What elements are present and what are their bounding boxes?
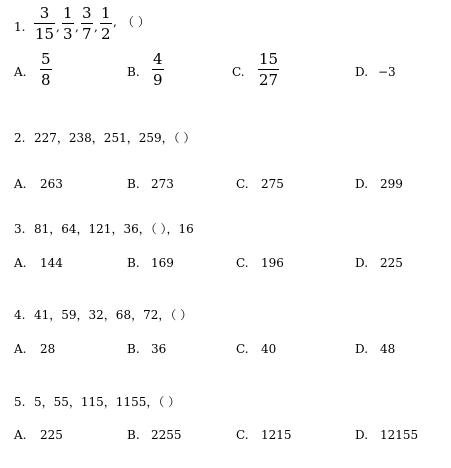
option-letter: A. <box>14 342 27 356</box>
question-number: 3. <box>14 222 26 236</box>
sequence-separator: , <box>56 20 60 34</box>
option-letter: D. <box>355 65 369 79</box>
option-letter: A. <box>14 177 27 191</box>
sequence-text: 41，59，32，68，72，（ ） <box>34 308 193 322</box>
option-letter: B. <box>127 256 140 270</box>
option-value: 144 <box>40 256 63 270</box>
question-number: 1. <box>14 20 26 34</box>
option-value: 36 <box>151 342 167 356</box>
option-letter: D. <box>355 342 369 356</box>
sequence-fraction: 3 15 <box>35 4 55 43</box>
option-value: 48 <box>380 342 396 356</box>
question-number: 4. <box>14 308 26 322</box>
option-letter: C. <box>236 256 249 270</box>
option-letter: C. <box>236 428 249 442</box>
option-c-fraction: 15 27 <box>259 50 279 89</box>
option-value: 1215 <box>261 428 292 442</box>
sequence-fraction: 3 7 <box>82 4 92 43</box>
option-value: 28 <box>40 342 56 356</box>
question-number: 2. <box>14 131 26 145</box>
sequence-separator: , <box>75 20 79 34</box>
option-value: 273 <box>151 177 174 191</box>
sequence-text: 227，238，251，259，（ ） <box>34 131 196 145</box>
sequence-text: 5，55，115，1155，（ ） <box>34 395 181 409</box>
question-number: 5. <box>14 395 26 409</box>
option-letter: C. <box>236 342 249 356</box>
option-value: 299 <box>380 177 403 191</box>
option-letter: A. <box>14 428 27 442</box>
option-letter: A. <box>14 256 27 270</box>
option-value: 2255 <box>151 428 182 442</box>
sequence-fraction: 1 3 <box>63 4 73 43</box>
option-letter: B. <box>127 177 140 191</box>
sequence-text: 81，64，121，36，（ ），16 <box>34 222 194 236</box>
option-letter: D. <box>355 177 369 191</box>
option-value: 12155 <box>380 428 419 442</box>
option-value: 263 <box>40 177 63 191</box>
option-letter: B. <box>127 342 140 356</box>
option-value: 225 <box>380 256 403 270</box>
option-letter: B. <box>127 65 140 79</box>
option-letter: A. <box>14 65 27 79</box>
option-value: 225 <box>40 428 63 442</box>
sequence-fraction: 1 2 <box>101 4 111 43</box>
option-b-fraction: 4 9 <box>153 50 163 89</box>
option-letter: B. <box>127 428 140 442</box>
sequence-separator: , <box>94 20 98 34</box>
option-value: −3 <box>378 65 396 79</box>
option-value: 196 <box>261 256 284 270</box>
option-letter: D. <box>355 256 369 270</box>
option-value: 169 <box>151 256 174 270</box>
option-letter: C. <box>232 65 245 79</box>
option-a-fraction: 5 8 <box>41 50 51 89</box>
option-value: 275 <box>261 177 284 191</box>
sequence-separator: , <box>113 15 117 29</box>
option-letter: C. <box>236 177 249 191</box>
option-letter: D. <box>355 428 369 442</box>
option-value: 40 <box>261 342 277 356</box>
answer-blank: （ ） <box>122 15 150 29</box>
